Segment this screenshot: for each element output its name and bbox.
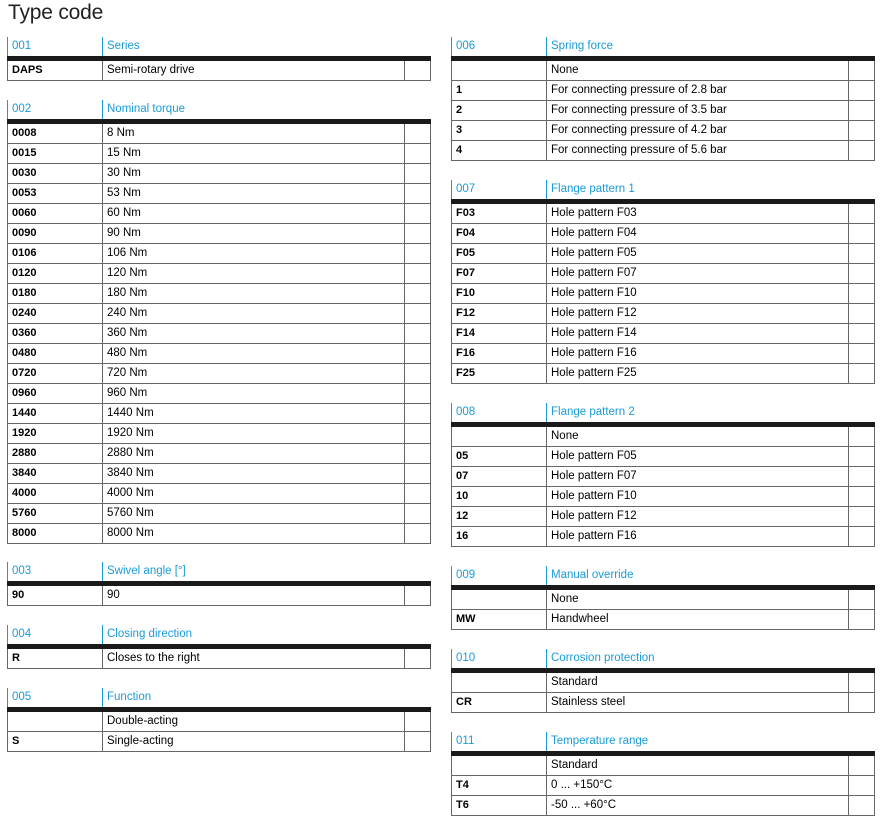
type-code-section bbox=[451, 732, 875, 816]
option-description: 8 Nm bbox=[102, 124, 404, 143]
option-description: 480 Nm bbox=[102, 344, 404, 363]
type-code-section bbox=[451, 566, 875, 630]
table-row bbox=[451, 81, 875, 101]
selection-box bbox=[848, 610, 874, 629]
selection-box bbox=[404, 504, 430, 523]
selection-box bbox=[848, 61, 874, 80]
selection-box bbox=[848, 284, 874, 303]
table-row bbox=[7, 184, 431, 204]
section-title: Corrosion protection bbox=[546, 649, 655, 668]
table-row bbox=[7, 244, 431, 264]
option-description: Hole pattern F03 bbox=[546, 204, 848, 223]
table-row bbox=[451, 776, 875, 796]
section-header bbox=[451, 732, 875, 756]
section-title: Closing direction bbox=[102, 625, 192, 644]
table-row bbox=[7, 444, 431, 464]
selection-box bbox=[848, 204, 874, 223]
selection-box bbox=[404, 404, 430, 423]
section-title: Function bbox=[102, 688, 151, 707]
section-title: Spring force bbox=[546, 37, 613, 56]
table-row bbox=[451, 487, 875, 507]
option-code: 0008 bbox=[12, 127, 37, 139]
option-description: None bbox=[546, 61, 848, 80]
table-row bbox=[451, 284, 875, 304]
option-description: Hole pattern F12 bbox=[546, 304, 848, 323]
option-code: 2 bbox=[456, 104, 463, 116]
selection-box bbox=[848, 507, 874, 526]
option-description: 30 Nm bbox=[102, 164, 404, 183]
table-row bbox=[7, 464, 431, 484]
selection-box bbox=[848, 344, 874, 363]
selection-box bbox=[848, 121, 874, 140]
selection-box bbox=[404, 364, 430, 383]
selection-box bbox=[848, 756, 874, 775]
table-row bbox=[7, 404, 431, 424]
table-row bbox=[7, 586, 431, 606]
table-row bbox=[451, 610, 875, 630]
type-code-section bbox=[7, 688, 431, 752]
option-code: 0480 bbox=[12, 347, 37, 359]
table-row bbox=[451, 224, 875, 244]
option-code: 1 bbox=[456, 84, 463, 96]
selection-box bbox=[404, 324, 430, 343]
option-description: Hole pattern F14 bbox=[546, 324, 848, 343]
option-description: 1920 Nm bbox=[102, 424, 404, 443]
table-row bbox=[7, 144, 431, 164]
section-header bbox=[7, 37, 431, 61]
selection-box bbox=[848, 264, 874, 283]
option-description: -50 ... +60°C bbox=[546, 796, 848, 815]
selection-box bbox=[848, 487, 874, 506]
option-description: 0 ... +150°C bbox=[546, 776, 848, 795]
selection-box bbox=[848, 427, 874, 446]
option-code: 0960 bbox=[12, 387, 37, 399]
selection-box bbox=[848, 527, 874, 546]
option-description: Standard bbox=[546, 756, 848, 775]
table-row bbox=[451, 796, 875, 816]
option-code: 0060 bbox=[12, 207, 37, 219]
option-description: 4000 Nm bbox=[102, 484, 404, 503]
option-description: Hole pattern F10 bbox=[546, 487, 848, 506]
section-header bbox=[451, 37, 875, 61]
table-row bbox=[7, 304, 431, 324]
option-code: R bbox=[12, 652, 20, 664]
table-row bbox=[7, 204, 431, 224]
section-title: Swivel angle [°] bbox=[102, 562, 186, 581]
option-code: 4000 bbox=[12, 487, 37, 499]
selection-box bbox=[848, 467, 874, 486]
selection-box bbox=[848, 693, 874, 712]
selection-box bbox=[848, 447, 874, 466]
option-code bbox=[452, 61, 546, 80]
selection-box bbox=[848, 590, 874, 609]
selection-box bbox=[848, 141, 874, 160]
option-description: 106 Nm bbox=[102, 244, 404, 263]
table-row bbox=[451, 756, 875, 776]
option-code: 0120 bbox=[12, 267, 37, 279]
option-code: CR bbox=[456, 696, 472, 708]
table-row bbox=[451, 304, 875, 324]
table-row bbox=[451, 447, 875, 467]
option-code bbox=[452, 673, 546, 692]
table-row bbox=[451, 324, 875, 344]
option-code: 0106 bbox=[12, 247, 37, 259]
table-row bbox=[451, 693, 875, 713]
selection-box bbox=[848, 244, 874, 263]
table-row bbox=[7, 324, 431, 344]
option-code: 8000 bbox=[12, 527, 37, 539]
option-description: Double-acting bbox=[102, 712, 404, 731]
section-code: 007 bbox=[451, 180, 550, 199]
selection-box bbox=[404, 264, 430, 283]
option-code: 3 bbox=[456, 124, 463, 136]
selection-box bbox=[404, 124, 430, 143]
selection-box bbox=[848, 776, 874, 795]
table-row bbox=[451, 101, 875, 121]
option-description: Standard bbox=[546, 673, 848, 692]
option-code: 0015 bbox=[12, 147, 37, 159]
option-code: F25 bbox=[456, 367, 475, 379]
option-description: 5760 Nm bbox=[102, 504, 404, 523]
section-title: Nominal torque bbox=[102, 100, 185, 119]
table-row bbox=[7, 164, 431, 184]
selection-box bbox=[848, 81, 874, 100]
section-header bbox=[7, 688, 431, 712]
option-description: 90 bbox=[102, 586, 404, 605]
table-row bbox=[451, 507, 875, 527]
option-description: 240 Nm bbox=[102, 304, 404, 323]
option-code: F07 bbox=[456, 267, 475, 279]
option-description: For connecting pressure of 4.2 bar bbox=[546, 121, 848, 140]
option-description: 960 Nm bbox=[102, 384, 404, 403]
option-code: 07 bbox=[456, 470, 469, 482]
selection-box bbox=[848, 796, 874, 815]
option-code: 0030 bbox=[12, 167, 37, 179]
type-code-section bbox=[7, 100, 431, 544]
option-description: 15 Nm bbox=[102, 144, 404, 163]
table-row bbox=[7, 124, 431, 144]
table-row bbox=[7, 524, 431, 544]
page-title: Type code bbox=[8, 1, 104, 24]
option-description: 720 Nm bbox=[102, 364, 404, 383]
table-row bbox=[451, 590, 875, 610]
section-header bbox=[7, 100, 431, 124]
section-header bbox=[451, 566, 875, 590]
type-code-section bbox=[451, 180, 875, 384]
option-code: F04 bbox=[456, 227, 475, 239]
option-description: 180 Nm bbox=[102, 284, 404, 303]
option-code bbox=[452, 756, 546, 775]
table-row bbox=[451, 244, 875, 264]
section-code: 003 bbox=[7, 562, 106, 581]
option-description: 8000 Nm bbox=[102, 524, 404, 543]
selection-box bbox=[848, 304, 874, 323]
selection-box bbox=[404, 524, 430, 543]
option-code: 10 bbox=[456, 490, 469, 502]
selection-box bbox=[404, 144, 430, 163]
selection-box bbox=[404, 204, 430, 223]
option-code: 4 bbox=[456, 144, 463, 156]
table-row bbox=[451, 467, 875, 487]
section-title: Flange pattern 2 bbox=[546, 403, 635, 422]
section-code: 004 bbox=[7, 625, 106, 644]
option-code: T4 bbox=[456, 779, 469, 791]
section-header bbox=[451, 403, 875, 427]
table-row bbox=[451, 121, 875, 141]
option-description: 3840 Nm bbox=[102, 464, 404, 483]
selection-box bbox=[404, 464, 430, 483]
table-row bbox=[451, 673, 875, 693]
selection-box bbox=[404, 244, 430, 263]
option-description: Hole pattern F12 bbox=[546, 507, 848, 526]
option-code: 0360 bbox=[12, 327, 37, 339]
option-code: 05 bbox=[456, 450, 469, 462]
option-description: None bbox=[546, 590, 848, 609]
selection-box bbox=[404, 444, 430, 463]
type-code-section bbox=[7, 562, 431, 606]
option-description: Single-acting bbox=[102, 732, 404, 751]
selection-box bbox=[404, 712, 430, 731]
selection-box bbox=[848, 101, 874, 120]
selection-box bbox=[404, 649, 430, 668]
table-row bbox=[7, 364, 431, 384]
table-row bbox=[7, 504, 431, 524]
type-code-section bbox=[451, 649, 875, 713]
table-row bbox=[7, 224, 431, 244]
option-code: 5760 bbox=[12, 507, 37, 519]
option-code: S bbox=[12, 735, 20, 747]
table-row bbox=[7, 344, 431, 364]
section-title: Manual override bbox=[546, 566, 633, 585]
table-row bbox=[7, 61, 431, 81]
option-description: Hole pattern F07 bbox=[546, 467, 848, 486]
selection-box bbox=[404, 224, 430, 243]
table-row bbox=[451, 61, 875, 81]
section-header bbox=[7, 625, 431, 649]
option-code: F10 bbox=[456, 287, 475, 299]
option-code: 0053 bbox=[12, 187, 37, 199]
option-description: Stainless steel bbox=[546, 693, 848, 712]
option-code: 1920 bbox=[12, 427, 37, 439]
selection-box bbox=[404, 284, 430, 303]
section-title: Flange pattern 1 bbox=[546, 180, 635, 199]
option-code: 0240 bbox=[12, 307, 37, 319]
option-description: Hole pattern F04 bbox=[546, 224, 848, 243]
option-description: For connecting pressure of 2.8 bar bbox=[546, 81, 848, 100]
section-header bbox=[451, 649, 875, 673]
option-code: 90 bbox=[12, 589, 25, 601]
selection-box bbox=[404, 304, 430, 323]
selection-box bbox=[404, 344, 430, 363]
table-row bbox=[451, 527, 875, 547]
option-code bbox=[452, 590, 546, 609]
left-column bbox=[7, 37, 431, 771]
section-title: Series bbox=[102, 37, 140, 56]
table-row bbox=[7, 484, 431, 504]
selection-box bbox=[404, 164, 430, 183]
option-description: 360 Nm bbox=[102, 324, 404, 343]
option-code: 16 bbox=[456, 530, 469, 542]
section-code: 002 bbox=[7, 100, 106, 119]
option-code: DAPS bbox=[12, 64, 43, 76]
option-code: F03 bbox=[456, 207, 475, 219]
option-code bbox=[452, 427, 546, 446]
section-header bbox=[7, 562, 431, 586]
option-description: 1440 Nm bbox=[102, 404, 404, 423]
right-column bbox=[451, 37, 875, 835]
option-description: Hole pattern F05 bbox=[546, 244, 848, 263]
option-code: MW bbox=[456, 613, 476, 625]
section-code: 001 bbox=[7, 37, 106, 56]
table-row bbox=[7, 732, 431, 752]
option-code: T6 bbox=[456, 799, 469, 811]
option-code: F05 bbox=[456, 247, 475, 259]
option-description: Hole pattern F07 bbox=[546, 264, 848, 283]
type-code-section bbox=[451, 37, 875, 161]
option-description: Closes to the right bbox=[102, 649, 404, 668]
option-code: 2880 bbox=[12, 447, 37, 459]
type-code-section bbox=[7, 37, 431, 81]
table-row bbox=[451, 364, 875, 384]
option-description: Hole pattern F10 bbox=[546, 284, 848, 303]
option-code: 3840 bbox=[12, 467, 37, 479]
selection-box bbox=[404, 184, 430, 203]
option-description: For connecting pressure of 3.5 bar bbox=[546, 101, 848, 120]
option-description: Handwheel bbox=[546, 610, 848, 629]
section-code: 010 bbox=[451, 649, 550, 668]
table-row bbox=[7, 649, 431, 669]
option-description: 120 Nm bbox=[102, 264, 404, 283]
selection-box bbox=[404, 61, 430, 80]
option-code: 1440 bbox=[12, 407, 37, 419]
option-code: 0180 bbox=[12, 287, 37, 299]
option-description: For connecting pressure of 5.6 bar bbox=[546, 141, 848, 160]
selection-box bbox=[848, 224, 874, 243]
type-code-section bbox=[451, 403, 875, 547]
section-code: 006 bbox=[451, 37, 550, 56]
option-code: 0090 bbox=[12, 227, 37, 239]
option-description: Hole pattern F16 bbox=[546, 527, 848, 546]
option-description: 60 Nm bbox=[102, 204, 404, 223]
table-row bbox=[7, 264, 431, 284]
option-code: F12 bbox=[456, 307, 475, 319]
selection-box bbox=[404, 424, 430, 443]
table-row bbox=[451, 204, 875, 224]
selection-box bbox=[848, 673, 874, 692]
option-description: Hole pattern F16 bbox=[546, 344, 848, 363]
selection-box bbox=[404, 484, 430, 503]
option-description: Hole pattern F05 bbox=[546, 447, 848, 466]
table-row bbox=[7, 424, 431, 444]
option-description: 53 Nm bbox=[102, 184, 404, 203]
table-row bbox=[451, 141, 875, 161]
option-description: Hole pattern F25 bbox=[546, 364, 848, 383]
table-row bbox=[7, 384, 431, 404]
option-code: F16 bbox=[456, 347, 475, 359]
type-code-section bbox=[7, 625, 431, 669]
section-header bbox=[451, 180, 875, 204]
option-description: 2880 Nm bbox=[102, 444, 404, 463]
selection-box bbox=[404, 586, 430, 605]
section-code: 005 bbox=[7, 688, 106, 707]
selection-box bbox=[848, 324, 874, 343]
table-row bbox=[7, 284, 431, 304]
section-title: Temperature range bbox=[546, 732, 648, 751]
selection-box bbox=[848, 364, 874, 383]
section-code: 011 bbox=[451, 732, 550, 751]
selection-box bbox=[404, 384, 430, 403]
table-row bbox=[451, 427, 875, 447]
table-row bbox=[451, 264, 875, 284]
option-code: F14 bbox=[456, 327, 475, 339]
table-row bbox=[7, 712, 431, 732]
option-code bbox=[8, 712, 102, 731]
section-code: 008 bbox=[451, 403, 550, 422]
section-code: 009 bbox=[451, 566, 550, 585]
option-description: 90 Nm bbox=[102, 224, 404, 243]
option-code: 12 bbox=[456, 510, 469, 522]
selection-box bbox=[404, 732, 430, 751]
option-code: 0720 bbox=[12, 367, 37, 379]
table-row bbox=[451, 344, 875, 364]
option-description: Semi-rotary drive bbox=[102, 61, 404, 80]
option-description: None bbox=[546, 427, 848, 446]
